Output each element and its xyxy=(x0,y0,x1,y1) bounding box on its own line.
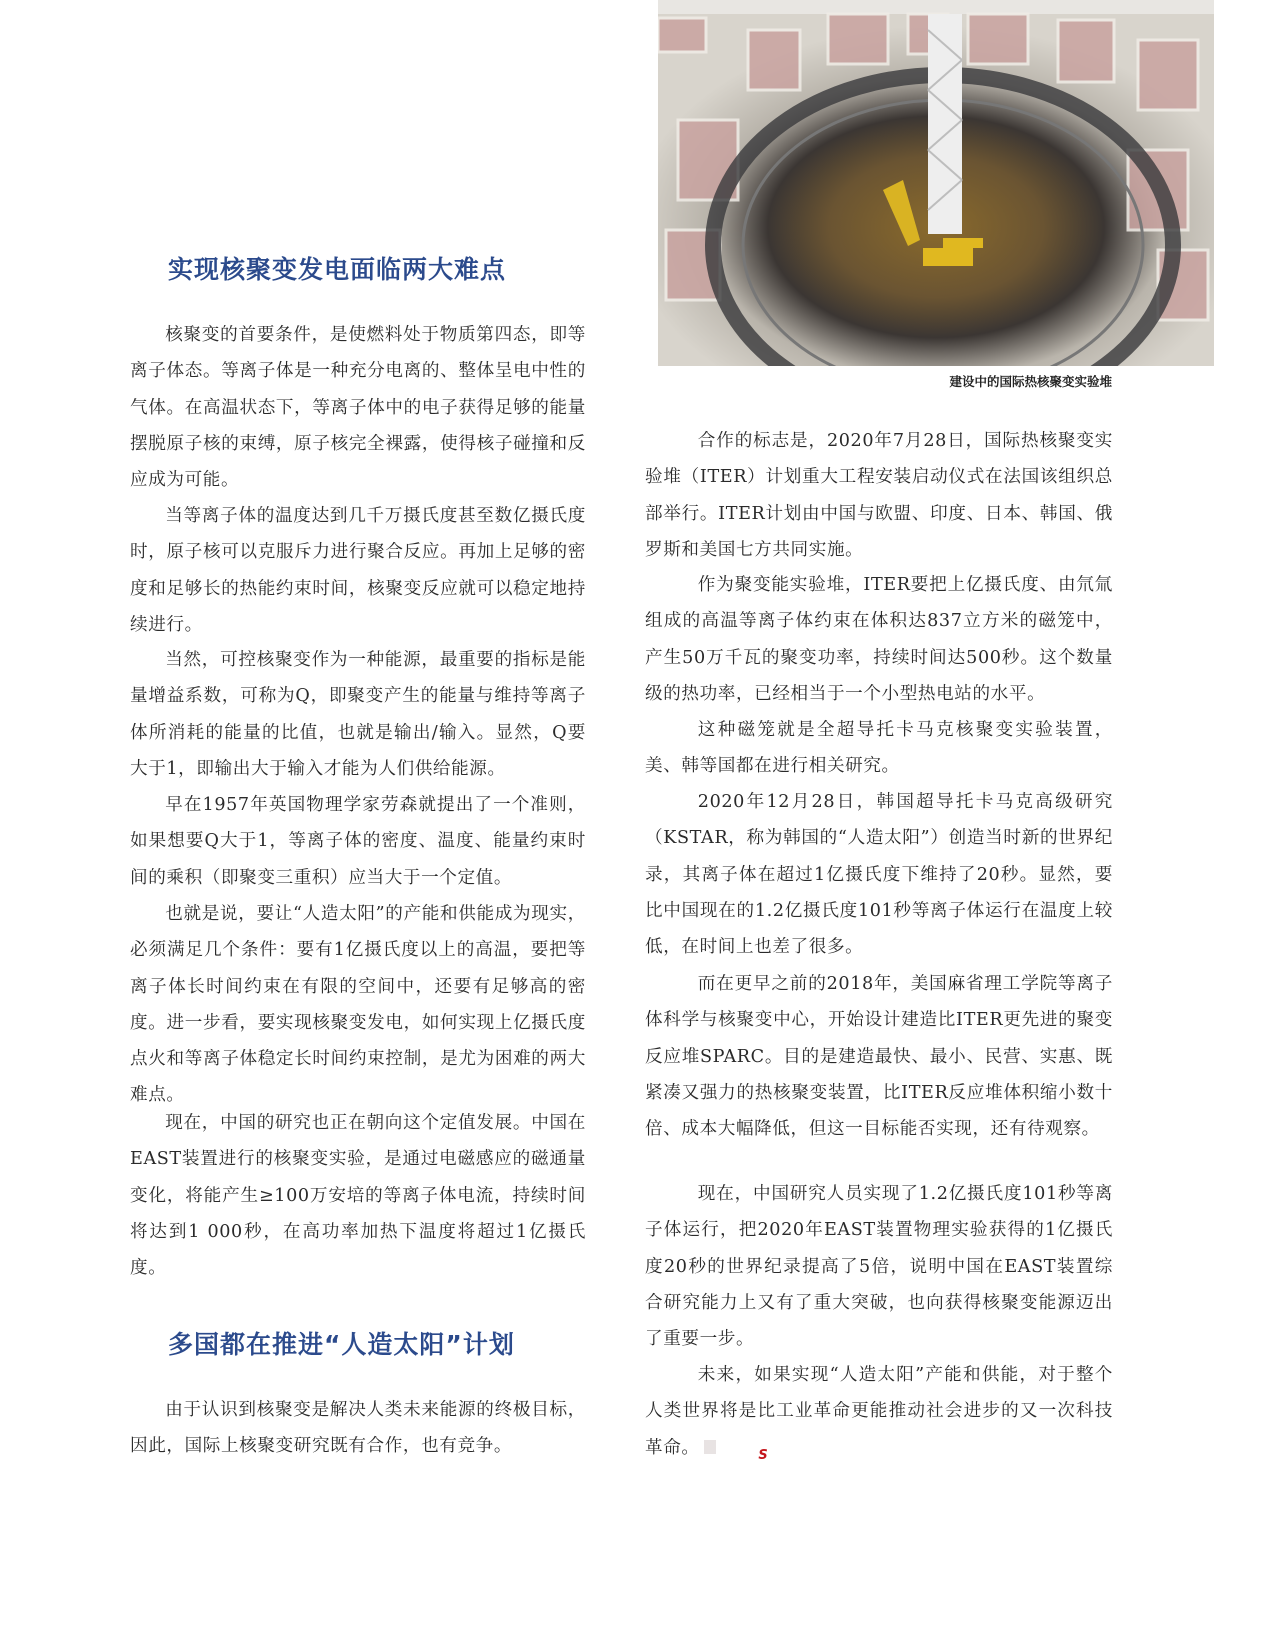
paragraph: 早在1957年英国物理学家劳森就提出了一个准则，如果想要Q大于1，等离子体的密度、温度、能量约束时间的乘积（即聚变三重积）应当大于一个定值。 xyxy=(130,795,586,888)
paragraph: 现在，中国研究人员实现了1.2亿摄氏度101秒等离子体运行，把2020年EAST装置物理实验获得的1亿摄氏度20秒的世界纪录提高了5倍，说明中国在EAST装置综合研究能力上又有了重大突破，也向获得核聚变能源迈出了重要一步。 xyxy=(645,1184,1113,1350)
photo-caption: 建设中的国际热核聚变实验堆 xyxy=(949,374,1112,389)
section-title-challenges: 实现核聚变发电面临两大难点 xyxy=(168,255,507,284)
paragraph: 现在，中国的研究也正在朝向这个定值发展。中国在EAST装置进行的核聚变实验，是通过电磁感应的磁通量变化，将能产生≥100万安培的等离子体电流，持续时间将达到1 000秒，在高功率加热下温度将超过1亿摄氏度。 xyxy=(130,1113,586,1279)
closing-paragraph-text: 未来，如果实现“人造太阳”产能和供能，对于整个人类世界将是比工业革命更能推动社会进步的又一次科技革命。 xyxy=(645,1365,1113,1458)
paragraph: 2020年12月28日，韩国超导托卡马克高级研究（KSTAR，称为韩国的“人造太阳”）创造当时新的世界纪录，其离子体在超过1亿摄氏度下维持了20秒。显然，要比中国现在的1.2亿摄氏度101秒等离子体运行在温度上较低，在时间上也差了很多。 xyxy=(645,792,1113,958)
paragraph: 而在更早之前的2018年，美国麻省理工学院等离子体科学与核聚变中心，开始设计建造比ITER更先进的聚变反应堆SPARC。目的是建造最快、最小、民营、实惠、既紧凑又强力的热核聚变装置，比ITER反应堆体积缩小数十倍、成本大幅降低，但这一目标能否实现，还有待观察。 xyxy=(645,974,1113,1140)
paragraph: 这种磁笼就是全超导托卡马克核聚变实验装置，美、韩等国都在进行相关研究。 xyxy=(645,720,1113,777)
section-title-international: 多国都在推进“人造太阳”计划 xyxy=(168,1330,515,1359)
paragraph: 由于认识到核聚变是解决人类未来能源的终极目标，因此，国际上核聚变研究既有合作，也有竞争。 xyxy=(130,1400,586,1457)
end-of-article-icon xyxy=(704,1440,716,1454)
closing-paragraph xyxy=(645,1357,1113,1466)
paragraph: 作为聚变能实验堆，ITER要把上亿摄氏度、由氘氚组成的高温等离子体约束在体积达837立方米的磁笼中，产生50万千瓦的聚变功率，持续时间达500秒。这个数量级的热功率，已经相当于一个小型热电站的水平。 xyxy=(645,575,1113,704)
paragraph: 当然，可控核聚变作为一种能源，最重要的指标是能量增益系数，可称为Q，即聚变产生的能量与维持等离子体所消耗的能量的比值，也就是输出/输入。显然，Q要大于1，即输出大于输入才能为人们供给能源。 xyxy=(130,650,586,779)
paragraph: 核聚变的首要条件，是使燃料处于物质第四态，即等离子体态。等离子体是一种充分电离的、整体呈电中性的气体。在高温状态下，等离子体中的电子获得足够的能量摆脱原子核的束缚，原子核完全裸露，使得核子碰撞和反应成为可能。 xyxy=(130,325,586,491)
paragraph: 合作的标志是，2020年7月28日，国际热核聚变实验堆（ITER）计划重大工程安装启动仪式在法国该组织总部举行。ITER计划由中国与欧盟、印度、日本、韩国、俄罗斯和美国七方共同实施。 xyxy=(645,431,1113,560)
iter-construction-photo xyxy=(658,0,1214,366)
paragraph: 也就是说，要让“人造太阳”的产能和供能成为现实，必须满足几个条件：要有1亿摄氏度以上的高温，要把等离子体长时间约束在有限的空间中，还要有足够高的密度。进一步看，要实现核聚变发电，如何实现上亿摄氏度点火和等离子体稳定长时间约束控制，是尤为困难的两大难点。 xyxy=(130,904,586,1106)
paragraph: 当等离子体的温度达到几千万摄氏度甚至数亿摄氏度时，原子核可以克服斥力进行聚合反应。再加上足够的密度和足够长的热能约束时间，核聚变反应就可以稳定地持续进行。 xyxy=(130,506,586,635)
